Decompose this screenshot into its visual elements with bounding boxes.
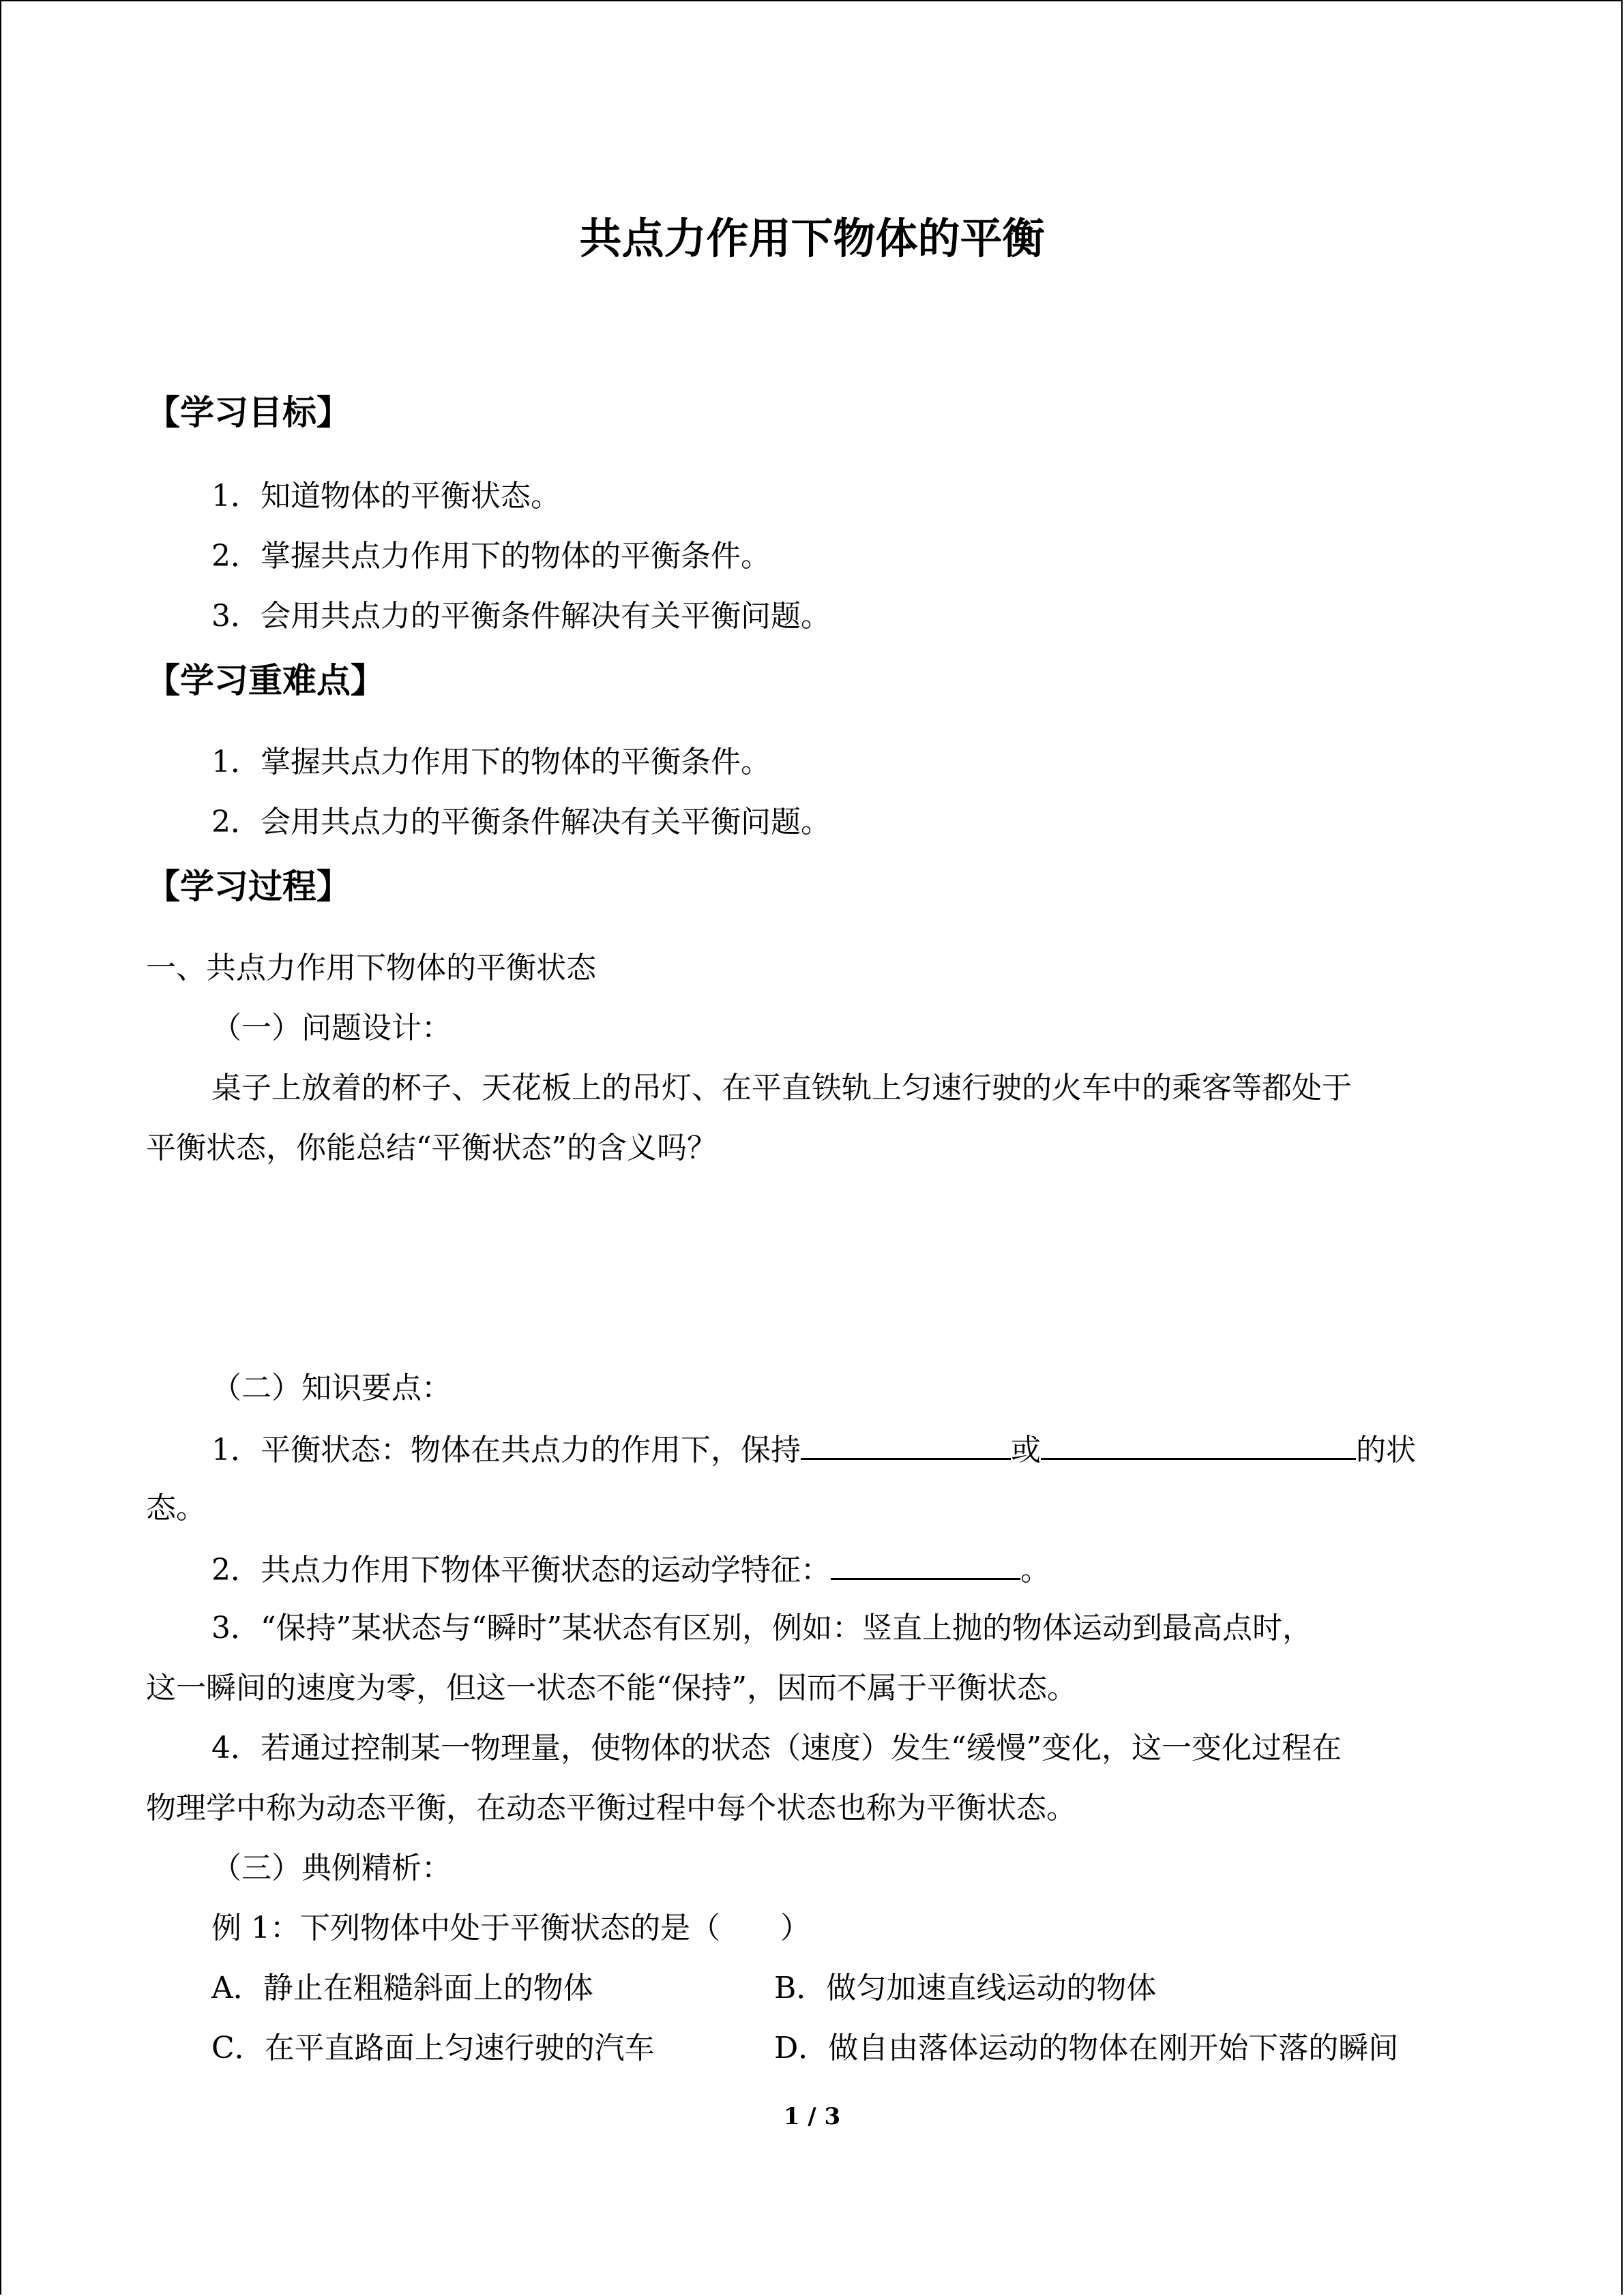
sub2-title: （二）知识要点： (211, 1371, 452, 1405)
knowledge-2-prefix: 2．共点力作用下物体平衡状态的运动学特征： (211, 1553, 831, 1587)
part1-title: 一、共点力作用下物体的平衡状态 (146, 951, 596, 985)
section-heading-goals: 【学习目标】 (146, 393, 351, 432)
sub3-title: （三）典例精析： (211, 1851, 452, 1885)
fill-blank-2[interactable] (1041, 1428, 1356, 1460)
knowledge-item-4-line-1: 4．若通过控制某一物理量，使物体的状态（速度）发生“缓慢”变化，这一变化过程在 (211, 1731, 1342, 1765)
page-number: 1 / 3 (783, 2103, 841, 2130)
option-c: C．在平直路面上匀速行驶的汽车 (211, 2031, 655, 2066)
question-line-1: 桌子上放着的杯子、天花板上的吊灯、在平直铁轨上匀速行驶的火车中的乘客等都处于 (211, 1071, 1352, 1105)
knowledge-item-1-line-2: 态。 (146, 1491, 206, 1525)
section-heading-key-points: 【学习重难点】 (146, 661, 385, 700)
option-a: A．静止在粗糙斜面上的物体 (211, 1971, 593, 2006)
key-point-item-1: 1．掌握共点力作用下的物体的平衡条件。 (211, 745, 771, 779)
goal-item-3: 3．会用共点力的平衡条件解决有关平衡问题。 (211, 599, 831, 633)
question-line-2: 平衡状态，你能总结“平衡状态”的含义吗？ (146, 1131, 717, 1165)
key-point-item-2: 2．会用共点力的平衡条件解决有关平衡问题。 (211, 805, 831, 839)
section-heading-process: 【学习过程】 (146, 867, 351, 906)
fill-blank-3[interactable] (831, 1548, 1020, 1580)
page-title: 共点力作用下物体的平衡 (579, 213, 1045, 263)
goal-item-1: 1．知道物体的平衡状态。 (211, 479, 561, 513)
knowledge-2-suffix: 。 (1020, 1553, 1050, 1587)
knowledge-1-or: 或 (1011, 1433, 1041, 1467)
fill-blank-1[interactable] (801, 1428, 1011, 1460)
knowledge-item-1 (211, 1428, 1416, 1471)
knowledge-1-suffix: 的状 (1356, 1433, 1416, 1467)
goal-item-2: 2．掌握共点力作用下的物体的平衡条件。 (211, 539, 771, 573)
sub1-title: （一）问题设计： (211, 1011, 452, 1045)
option-d: D．做自由落体运动的物体在刚开始下落的瞬间 (774, 2031, 1399, 2066)
knowledge-item-3-line-1: 3．“保持”某状态与“瞬时”某状态有区别，例如：竖直上抛的物体运动到最高点时， (211, 1611, 1312, 1645)
knowledge-item-4-line-2: 物理学中称为动态平衡，在动态平衡过程中每个状态也称为平衡状态。 (146, 1791, 1076, 1825)
knowledge-item-2 (211, 1548, 1050, 1591)
knowledge-item-3-line-2: 这一瞬间的速度为零，但这一状态不能“保持”，因而不属于平衡状态。 (146, 1671, 1077, 1705)
option-b: B．做匀加速直线运动的物体 (774, 1971, 1157, 2006)
example-1-question: 例 1：下列物体中处于平衡状态的是（ ） (211, 1911, 810, 1945)
knowledge-1-prefix: 1．平衡状态：物体在共点力的作用下，保持 (211, 1433, 801, 1467)
